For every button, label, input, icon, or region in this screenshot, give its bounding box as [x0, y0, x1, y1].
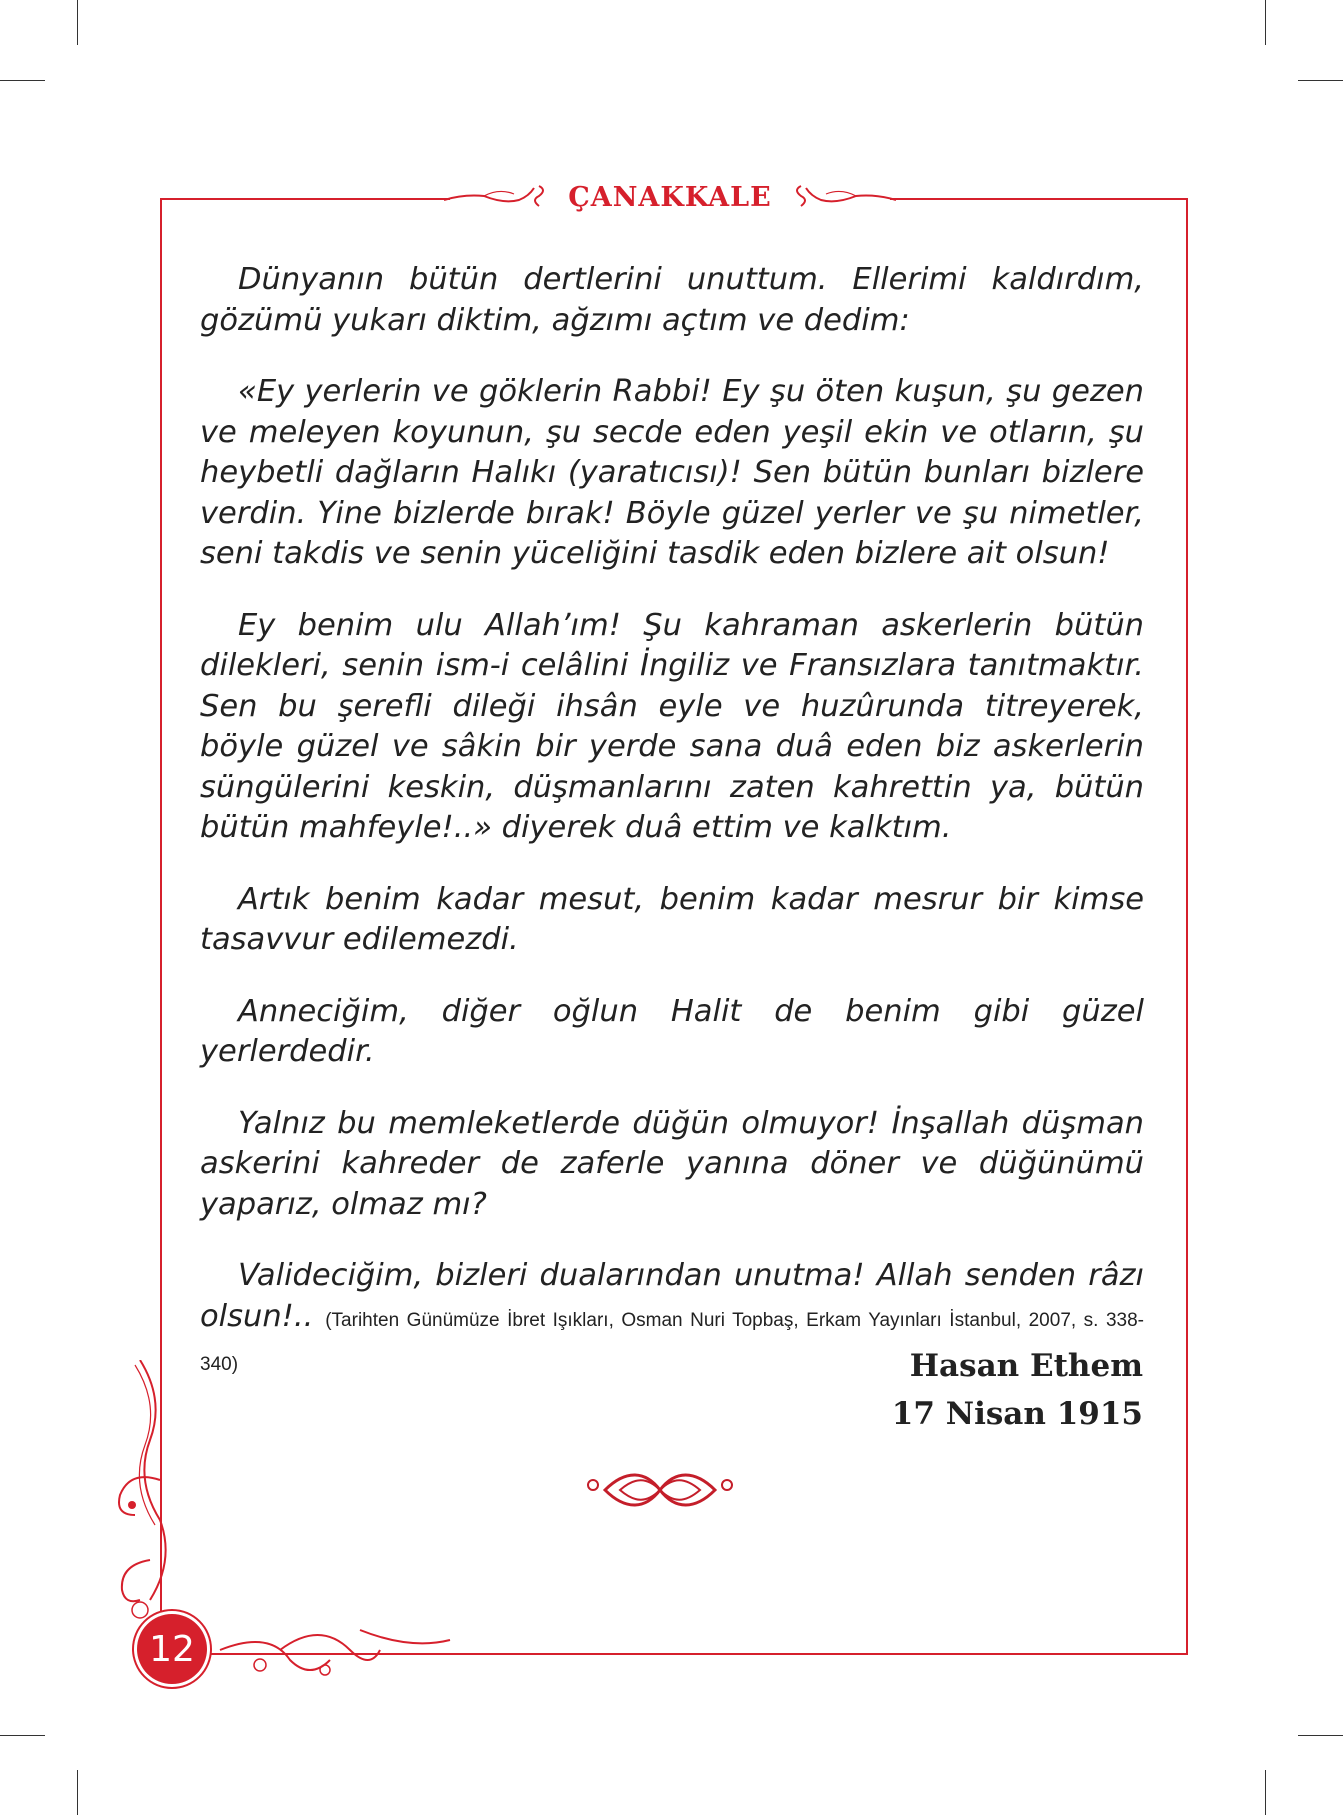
letter-body — [200, 260, 1144, 1417]
crop-mark — [77, 0, 78, 45]
chapter-title: ÇANAKKALE — [568, 181, 772, 213]
paragraph: Artık benim kadar mesut, benim kadar mesrur bir kimse tasavvur edilemezdi. — [200, 881, 1144, 957]
chapter-header — [440, 172, 900, 222]
crop-mark — [1265, 0, 1266, 45]
left-flourish-icon — [444, 182, 554, 212]
ornament-icon — [585, 1465, 735, 1515]
right-flourish-icon — [786, 182, 896, 212]
paragraph: Ey benim ulu Allah’ım! Şu kahraman askerlerin bütün dilekleri, senin ism-i celâlini İngiliz ve Fransızlara tanıtmaktır. Sen bu şerefli dileği ihsân eyle ve huzûrunda titreyerek, böyle güzel ve sâkin bir yerde sana duâ eden biz askerlerin süngülerini keskin, düşmanlarını zaten kahrettin ya, bütün bütün mahfeyle!..» diyerek duâ ettim ve kalktım. — [200, 607, 1144, 845]
crop-mark — [0, 80, 45, 81]
paragraph: Dünyanın bütün dertlerini unuttum. Ellerimi kaldırdım, gözümü yukarı diktim, ağzımı açtım ve dedim: — [200, 262, 1144, 338]
frame-top-left — [160, 198, 450, 200]
page-number-badge — [137, 1614, 207, 1684]
signature-name: Hasan Ethem — [909, 1348, 1143, 1384]
citation: (Tarihten Günümüze İbret Işıkları, Osman Nuri Topbaş, Erkam Yayınları İstanbul, 2007, s. 338-340) — [200, 1309, 1144, 1375]
paragraph: Yalnız bu memleketlerde düğün olmuyor! İnşallah düşman askerini kahreder de zaferle yanına döner ve düğünümü yaparız, olmaz mı? — [200, 1105, 1144, 1222]
paragraph: «Ey yerlerin ve göklerin Rabbi! Ey şu öten kuşun, şu gezen ve meleyen koyunun, şu secde eden yeşil ekin ve otların, şu heybetli dağların Halıkı (yaratıcısı)! Sen bütün bunları bizlere verdin. Yine bizlerde bırak! Böyle güzel yerler ve şu nimetler, seni takdis ve senin yüceliğini tasdik eden bizlere ait olsun! — [200, 374, 1144, 571]
signature-date: 17 Nisan 1915 — [891, 1396, 1143, 1432]
crop-mark — [77, 1770, 78, 1815]
signature — [892, 1342, 1143, 1438]
frame-top-right — [890, 198, 1186, 200]
crop-mark — [1265, 1770, 1266, 1815]
crop-mark — [1298, 1735, 1343, 1736]
crop-mark — [0, 1735, 45, 1736]
closing-text: Valideciğim, bizleri dualarından unutma! Allah senden râzı olsun!.. — [200, 1258, 1144, 1334]
page-number: 12 — [149, 1628, 195, 1670]
crop-mark — [1298, 80, 1343, 81]
paragraph: Anneciğim, diğer oğlun Halit de benim gibi güzel yerlerdedir. — [200, 993, 1144, 1069]
